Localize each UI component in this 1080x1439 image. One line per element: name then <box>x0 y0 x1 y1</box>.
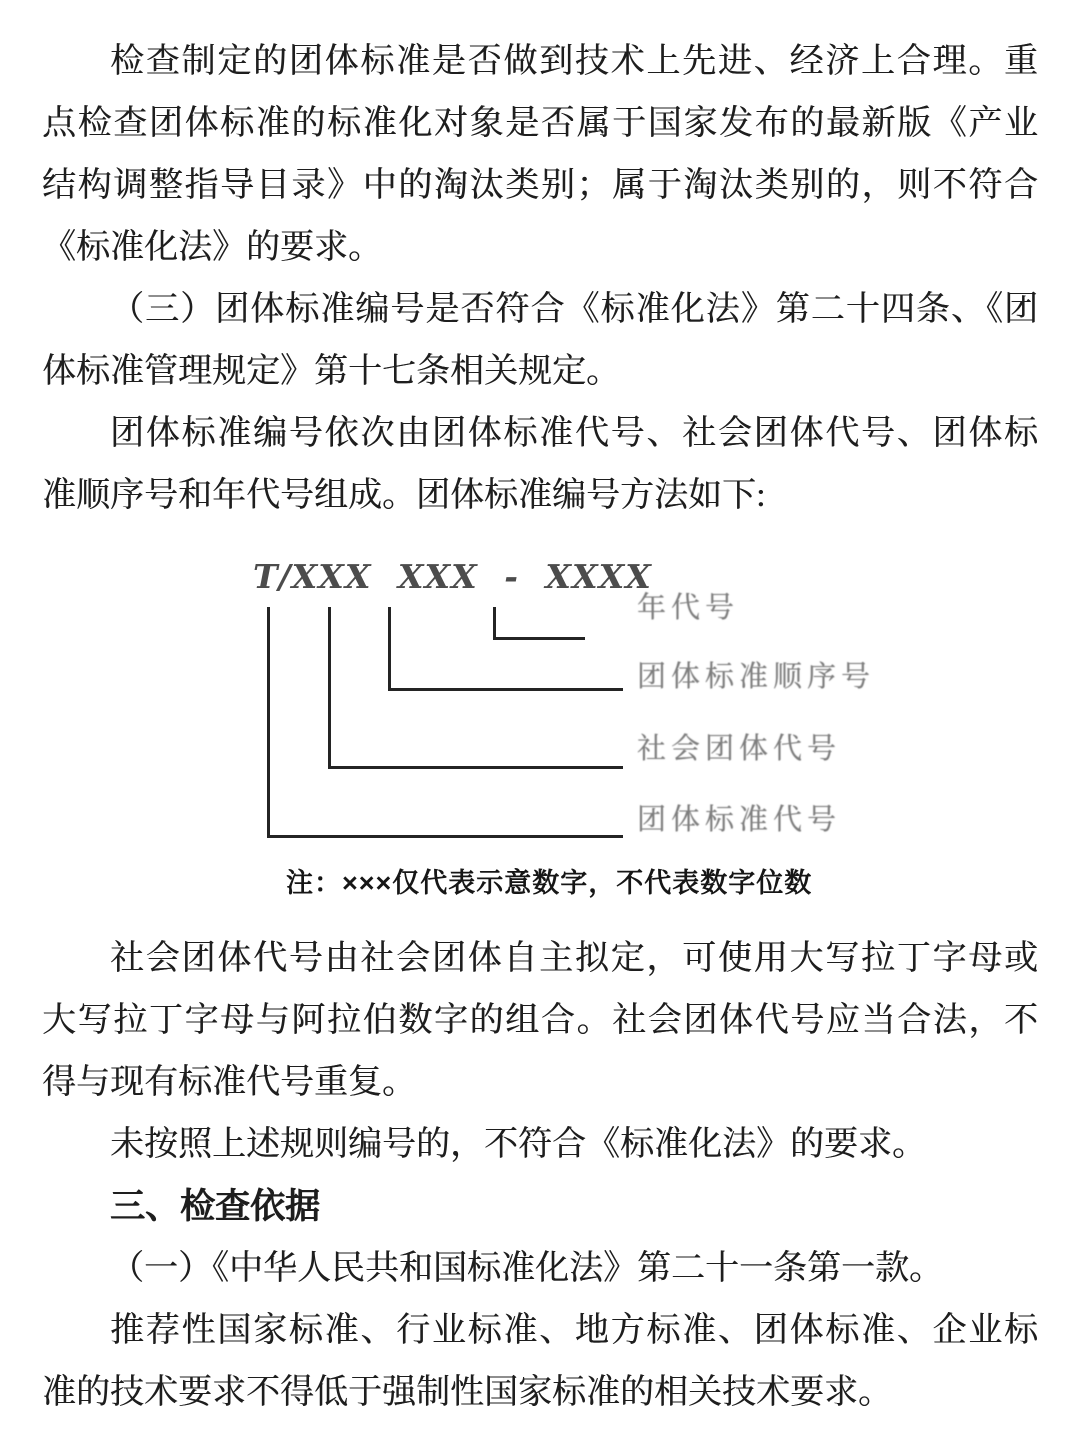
body-line: （一）《中华人民共和国标准化法》第二十一条第一款。 <box>110 1250 943 1287</box>
body-line: 准的技术要求不得低于强制性国家标准的相关技术要求。 <box>42 1374 892 1411</box>
body-line: 点检查团体标准的标准化对象是否属于国家发布的最新版《产业 <box>42 105 1038 142</box>
body-line: 团体标准编号依次由团体标准代号、社会团体代号、团体标 <box>110 415 1038 452</box>
body-line: 《标准化法》的要求。 <box>42 229 382 266</box>
body-line: 得与现有标准代号重复。 <box>42 1064 416 1101</box>
diagram-label-social-org-code: 社会团体代号 <box>637 733 842 765</box>
standard-number-diagram <box>0 527 1080 863</box>
body-line: 准顺序号和年代号组成。团体标准编号方法如下: <box>42 477 766 514</box>
body-line: 体标准管理规定》第十七条相关规定。 <box>42 353 620 390</box>
body-line: 社会团体代号由社会团体自主拟定，可使用大写拉丁字母或 <box>110 940 1038 977</box>
body-line: 大写拉丁字母与阿拉伯数字的组合。社会团体代号应当合法，不 <box>42 1002 1038 1039</box>
body-line: 未按照上述规则编号的，不符合《标准化法》的要求。 <box>110 1126 926 1163</box>
diagram-label-sequence-number: 团体标准顺序号 <box>637 661 876 693</box>
diagram-label-group-standard-code: 团体标准代号 <box>637 804 842 836</box>
body-line: 推荐性国家标准、行业标准、地方标准、团体标准、企业标 <box>110 1312 1038 1349</box>
standard-number-formula: T/XXX XXX - XXXX <box>253 557 652 596</box>
body-line: （三）团体标准编号是否符合《标准化法》第二十四条、《团 <box>110 291 1038 328</box>
callout-line-year-code <box>493 607 585 640</box>
body-line: 检查制定的团体标准是否做到技术上先进、经济上合理。重 <box>110 43 1038 80</box>
diagram-note: 注：×××仅代表示意数字，不代表数字位数 <box>286 868 813 898</box>
section-heading: 三、检查依据 <box>110 1187 321 1226</box>
body-line: 结构调整指导目录》中的淘汰类别；属于淘汰类别的，则不符合 <box>42 167 1038 204</box>
diagram-label-year-code: 年代号 <box>637 592 740 624</box>
